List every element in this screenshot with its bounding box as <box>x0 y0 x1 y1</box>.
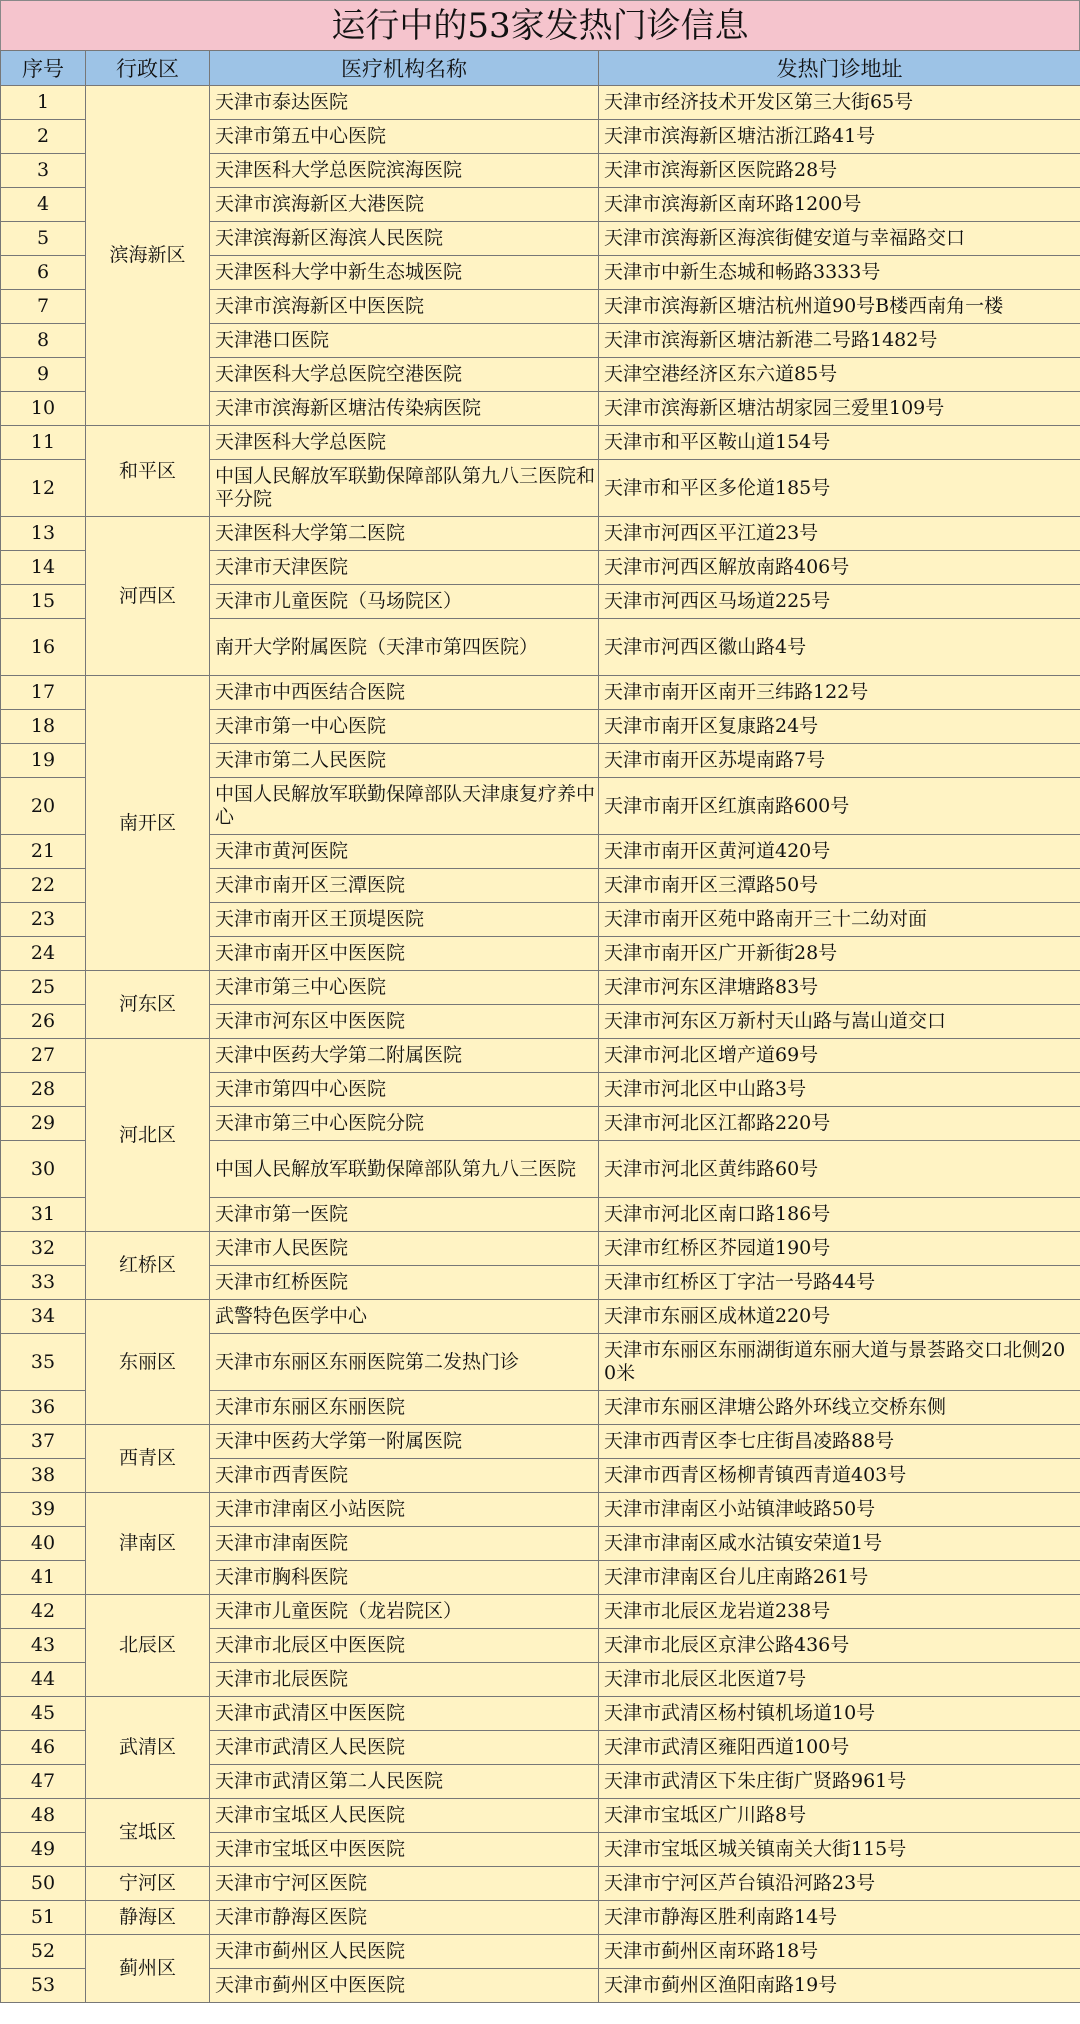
row-clinic-address: 天津市滨海新区南环路1200号 <box>599 188 1080 222</box>
row-clinic-address: 天津市东丽区成林道220号 <box>599 1300 1080 1334</box>
row-district: 南开区 <box>86 676 210 971</box>
row-institution-name: 天津医科大学总医院 <box>210 426 599 460</box>
row-clinic-address: 天津市宝坻区广川路8号 <box>599 1799 1080 1833</box>
row-institution-name: 天津市第一医院 <box>210 1198 599 1232</box>
row-clinic-address: 天津市南开区红旗南路600号 <box>599 778 1080 835</box>
table-row <box>1 86 1080 120</box>
row-seq: 16 <box>1 619 86 676</box>
row-clinic-address: 天津市红桥区芥园道190号 <box>599 1232 1080 1266</box>
row-clinic-address: 天津市滨海新区海滨街健安道与幸福路交口 <box>599 222 1080 256</box>
row-institution-name: 天津市黄河医院 <box>210 835 599 869</box>
row-institution-name: 天津市武清区人民医院 <box>210 1731 599 1765</box>
table-row <box>1 426 1080 460</box>
row-seq: 43 <box>1 1629 86 1663</box>
row-seq: 9 <box>1 358 86 392</box>
row-clinic-address: 天津市红桥区丁字沽一号路44号 <box>599 1266 1080 1300</box>
table-row <box>1 971 1080 1005</box>
row-institution-name: 天津市滨海新区塘沽传染病医院 <box>210 392 599 426</box>
row-institution-name: 天津市儿童医院（龙岩院区） <box>210 1595 599 1629</box>
row-seq: 8 <box>1 324 86 358</box>
row-institution-name: 天津港口医院 <box>210 324 599 358</box>
header-seq: 序号 <box>1 51 86 86</box>
row-district: 武清区 <box>86 1697 210 1799</box>
row-institution-name: 天津市第三中心医院 <box>210 971 599 1005</box>
row-institution-name: 天津滨海新区海滨人民医院 <box>210 222 599 256</box>
row-clinic-address: 天津市南开区广开新街28号 <box>599 937 1080 971</box>
row-seq: 17 <box>1 676 86 710</box>
row-institution-name: 中国人民解放军联勤保障部队天津康复疗养中心 <box>210 778 599 835</box>
header-district: 行政区 <box>86 51 210 86</box>
table-row <box>1 517 1080 551</box>
table-body <box>1 86 1080 2003</box>
row-seq: 22 <box>1 869 86 903</box>
row-institution-name: 天津市北辰区中医医院 <box>210 1629 599 1663</box>
row-seq: 18 <box>1 710 86 744</box>
row-clinic-address: 天津市河西区平江道23号 <box>599 517 1080 551</box>
row-institution-name: 天津市中西医结合医院 <box>210 676 599 710</box>
table-row <box>1 1901 1080 1935</box>
row-seq: 52 <box>1 1935 86 1969</box>
row-clinic-address: 天津市南开区苑中路南开三十二幼对面 <box>599 903 1080 937</box>
row-clinic-address: 天津市中新生态城和畅路3333号 <box>599 256 1080 290</box>
row-district: 宝坻区 <box>86 1799 210 1867</box>
row-institution-name: 天津医科大学总医院空港医院 <box>210 358 599 392</box>
row-district: 津南区 <box>86 1493 210 1595</box>
row-district: 东丽区 <box>86 1300 210 1425</box>
row-seq: 23 <box>1 903 86 937</box>
row-clinic-address: 天津市河北区中山路3号 <box>599 1073 1080 1107</box>
row-clinic-address: 天津市蓟州区南环路18号 <box>599 1935 1080 1969</box>
row-institution-name: 天津医科大学中新生态城医院 <box>210 256 599 290</box>
row-institution-name: 天津中医药大学第一附属医院 <box>210 1425 599 1459</box>
row-seq: 38 <box>1 1459 86 1493</box>
table-row <box>1 1300 1080 1334</box>
row-seq: 37 <box>1 1425 86 1459</box>
row-clinic-address: 天津市滨海新区医院路28号 <box>599 154 1080 188</box>
row-seq: 2 <box>1 120 86 154</box>
row-district: 滨海新区 <box>86 86 210 426</box>
row-clinic-address: 天津市和平区多伦道185号 <box>599 460 1080 517</box>
row-institution-name: 天津市东丽区东丽医院 <box>210 1391 599 1425</box>
table-row <box>1 1935 1080 1969</box>
row-district: 和平区 <box>86 426 210 517</box>
row-seq: 34 <box>1 1300 86 1334</box>
row-clinic-address: 天津市津南区咸水沽镇安荣道1号 <box>599 1527 1080 1561</box>
row-seq: 15 <box>1 585 86 619</box>
row-institution-name: 天津市滨海新区大港医院 <box>210 188 599 222</box>
row-seq: 39 <box>1 1493 86 1527</box>
header-clinic-address: 发热门诊地址 <box>599 51 1080 86</box>
row-clinic-address: 天津市河北区黄纬路60号 <box>599 1141 1080 1198</box>
row-clinic-address: 天津市武清区雍阳西道100号 <box>599 1731 1080 1765</box>
row-district: 静海区 <box>86 1901 210 1935</box>
row-seq: 4 <box>1 188 86 222</box>
row-institution-name: 天津市武清区中医医院 <box>210 1697 599 1731</box>
row-institution-name: 天津市泰达医院 <box>210 86 599 120</box>
row-seq: 26 <box>1 1005 86 1039</box>
row-seq: 31 <box>1 1198 86 1232</box>
row-institution-name: 天津市宝坻区人民医院 <box>210 1799 599 1833</box>
row-institution-name: 天津市宁河区医院 <box>210 1867 599 1901</box>
row-seq: 28 <box>1 1073 86 1107</box>
row-institution-name: 中国人民解放军联勤保障部队第九八三医院 <box>210 1141 599 1198</box>
row-institution-name: 天津医科大学总医院滨海医院 <box>210 154 599 188</box>
row-clinic-address: 天津市西青区李七庄街昌凌路88号 <box>599 1425 1080 1459</box>
row-seq: 6 <box>1 256 86 290</box>
row-seq: 24 <box>1 937 86 971</box>
row-institution-name: 天津市西青医院 <box>210 1459 599 1493</box>
row-seq: 32 <box>1 1232 86 1266</box>
row-clinic-address: 天津市北辰区京津公路436号 <box>599 1629 1080 1663</box>
row-seq: 1 <box>1 86 86 120</box>
row-seq: 25 <box>1 971 86 1005</box>
row-institution-name: 天津市武清区第二人民医院 <box>210 1765 599 1799</box>
row-district: 河北区 <box>86 1039 210 1232</box>
row-district: 蓟州区 <box>86 1935 210 2003</box>
row-clinic-address: 天津市津南区台儿庄南路261号 <box>599 1561 1080 1595</box>
row-clinic-address: 天津市南开区三潭路50号 <box>599 869 1080 903</box>
row-clinic-address: 天津市滨海新区塘沽胡家园三爱里109号 <box>599 392 1080 426</box>
row-institution-name: 天津市静海区医院 <box>210 1901 599 1935</box>
row-institution-name: 天津市北辰医院 <box>210 1663 599 1697</box>
row-clinic-address: 天津市和平区鞍山道154号 <box>599 426 1080 460</box>
row-clinic-address: 天津市河北区南口路186号 <box>599 1198 1080 1232</box>
row-institution-name: 中国人民解放军联勤保障部队第九八三医院和平分院 <box>210 460 599 517</box>
row-clinic-address: 天津市津南区小站镇津岐路50号 <box>599 1493 1080 1527</box>
row-clinic-address: 天津市滨海新区塘沽新港二号路1482号 <box>599 324 1080 358</box>
row-district: 红桥区 <box>86 1232 210 1300</box>
table-header-row <box>1 51 1080 86</box>
row-seq: 7 <box>1 290 86 324</box>
row-institution-name: 天津市蓟州区中医医院 <box>210 1969 599 2003</box>
row-institution-name: 天津市儿童医院（马场院区） <box>210 585 599 619</box>
row-clinic-address: 天津市武清区下朱庄街广贤路961号 <box>599 1765 1080 1799</box>
row-institution-name: 天津市第一中心医院 <box>210 710 599 744</box>
row-institution-name: 天津市红桥医院 <box>210 1266 599 1300</box>
row-clinic-address: 天津市河西区解放南路406号 <box>599 551 1080 585</box>
row-clinic-address: 天津市滨海新区塘沽杭州道90号B楼西南角一楼 <box>599 290 1080 324</box>
row-district: 河东区 <box>86 971 210 1039</box>
row-district: 宁河区 <box>86 1867 210 1901</box>
row-institution-name: 南开大学附属医院（天津市第四医院） <box>210 619 599 676</box>
row-seq: 36 <box>1 1391 86 1425</box>
row-seq: 12 <box>1 460 86 517</box>
row-seq: 49 <box>1 1833 86 1867</box>
row-institution-name: 天津市滨海新区中医医院 <box>210 290 599 324</box>
row-seq: 47 <box>1 1765 86 1799</box>
table-row <box>1 1867 1080 1901</box>
row-clinic-address: 天津市河西区徽山路4号 <box>599 619 1080 676</box>
page-title: 运行中的53家发热门诊信息 <box>0 0 1080 50</box>
row-institution-name: 天津市人民医院 <box>210 1232 599 1266</box>
row-clinic-address: 天津市静海区胜利南路14号 <box>599 1901 1080 1935</box>
row-seq: 5 <box>1 222 86 256</box>
row-clinic-address: 天津市河东区津塘路83号 <box>599 971 1080 1005</box>
row-institution-name: 天津市东丽区东丽医院第二发热门诊 <box>210 1334 599 1391</box>
row-seq: 53 <box>1 1969 86 2003</box>
row-clinic-address: 天津市西青区杨柳青镇西青道403号 <box>599 1459 1080 1493</box>
row-institution-name: 天津医科大学第二医院 <box>210 517 599 551</box>
row-seq: 30 <box>1 1141 86 1198</box>
row-institution-name: 天津市南开区三潭医院 <box>210 869 599 903</box>
row-seq: 35 <box>1 1334 86 1391</box>
row-seq: 11 <box>1 426 86 460</box>
row-clinic-address: 天津市河北区江都路220号 <box>599 1107 1080 1141</box>
row-seq: 21 <box>1 835 86 869</box>
table-row <box>1 1493 1080 1527</box>
row-clinic-address: 天津市北辰区北医道7号 <box>599 1663 1080 1697</box>
row-institution-name: 天津市河东区中医医院 <box>210 1005 599 1039</box>
row-institution-name: 天津中医药大学第二附属医院 <box>210 1039 599 1073</box>
row-clinic-address: 天津市河北区增产道69号 <box>599 1039 1080 1073</box>
row-clinic-address: 天津市经济技术开发区第三大街65号 <box>599 86 1080 120</box>
row-clinic-address: 天津市南开区南开三纬路122号 <box>599 676 1080 710</box>
table-row <box>1 1425 1080 1459</box>
row-seq: 42 <box>1 1595 86 1629</box>
row-seq: 50 <box>1 1867 86 1901</box>
row-clinic-address: 天津市河西区马场道225号 <box>599 585 1080 619</box>
row-seq: 29 <box>1 1107 86 1141</box>
row-clinic-address: 天津市河东区万新村天山路与嵩山道交口 <box>599 1005 1080 1039</box>
table-row <box>1 1697 1080 1731</box>
row-institution-name: 天津市蓟州区人民医院 <box>210 1935 599 1969</box>
table-row <box>1 1595 1080 1629</box>
fever-clinic-table <box>0 50 1080 2003</box>
row-institution-name: 天津市天津医院 <box>210 551 599 585</box>
row-clinic-address: 天津市滨海新区塘沽浙江路41号 <box>599 120 1080 154</box>
row-clinic-address: 天津市武清区杨村镇机场道10号 <box>599 1697 1080 1731</box>
row-institution-name: 天津市第五中心医院 <box>210 120 599 154</box>
table-row <box>1 1232 1080 1266</box>
row-seq: 27 <box>1 1039 86 1073</box>
row-seq: 13 <box>1 517 86 551</box>
row-district: 北辰区 <box>86 1595 210 1697</box>
row-clinic-address: 天津市东丽区津塘公路外环线立交桥东侧 <box>599 1391 1080 1425</box>
row-institution-name: 天津市津南区小站医院 <box>210 1493 599 1527</box>
row-seq: 33 <box>1 1266 86 1300</box>
row-institution-name: 武警特色医学中心 <box>210 1300 599 1334</box>
row-seq: 48 <box>1 1799 86 1833</box>
row-seq: 20 <box>1 778 86 835</box>
row-clinic-address: 天津市南开区黄河道420号 <box>599 835 1080 869</box>
row-institution-name: 天津市胸科医院 <box>210 1561 599 1595</box>
row-clinic-address: 天津空港经济区东六道85号 <box>599 358 1080 392</box>
row-institution-name: 天津市南开区王顶堤医院 <box>210 903 599 937</box>
row-clinic-address: 天津市北辰区龙岩道238号 <box>599 1595 1080 1629</box>
row-institution-name: 天津市津南医院 <box>210 1527 599 1561</box>
row-clinic-address: 天津市宁河区芦台镇沿河路23号 <box>599 1867 1080 1901</box>
row-seq: 14 <box>1 551 86 585</box>
row-clinic-address: 天津市东丽区东丽湖街道东丽大道与景荟路交口北侧200米 <box>599 1334 1080 1391</box>
row-institution-name: 天津市第三中心医院分院 <box>210 1107 599 1141</box>
row-institution-name: 天津市宝坻区中医医院 <box>210 1833 599 1867</box>
header-institution-name: 医疗机构名称 <box>210 51 599 86</box>
row-seq: 3 <box>1 154 86 188</box>
row-seq: 45 <box>1 1697 86 1731</box>
row-clinic-address: 天津市蓟州区渔阳南路19号 <box>599 1969 1080 2003</box>
row-seq: 41 <box>1 1561 86 1595</box>
row-institution-name: 天津市第四中心医院 <box>210 1073 599 1107</box>
row-clinic-address: 天津市南开区苏堤南路7号 <box>599 744 1080 778</box>
row-seq: 19 <box>1 744 86 778</box>
row-clinic-address: 天津市南开区复康路24号 <box>599 710 1080 744</box>
row-district: 西青区 <box>86 1425 210 1493</box>
row-seq: 10 <box>1 392 86 426</box>
row-district: 河西区 <box>86 517 210 676</box>
row-seq: 51 <box>1 1901 86 1935</box>
row-seq: 40 <box>1 1527 86 1561</box>
row-seq: 44 <box>1 1663 86 1697</box>
row-institution-name: 天津市第二人民医院 <box>210 744 599 778</box>
table-row <box>1 1799 1080 1833</box>
row-institution-name: 天津市南开区中医医院 <box>210 937 599 971</box>
table-row <box>1 676 1080 710</box>
row-seq: 46 <box>1 1731 86 1765</box>
table-row <box>1 1039 1080 1073</box>
row-clinic-address: 天津市宝坻区城关镇南关大街115号 <box>599 1833 1080 1867</box>
